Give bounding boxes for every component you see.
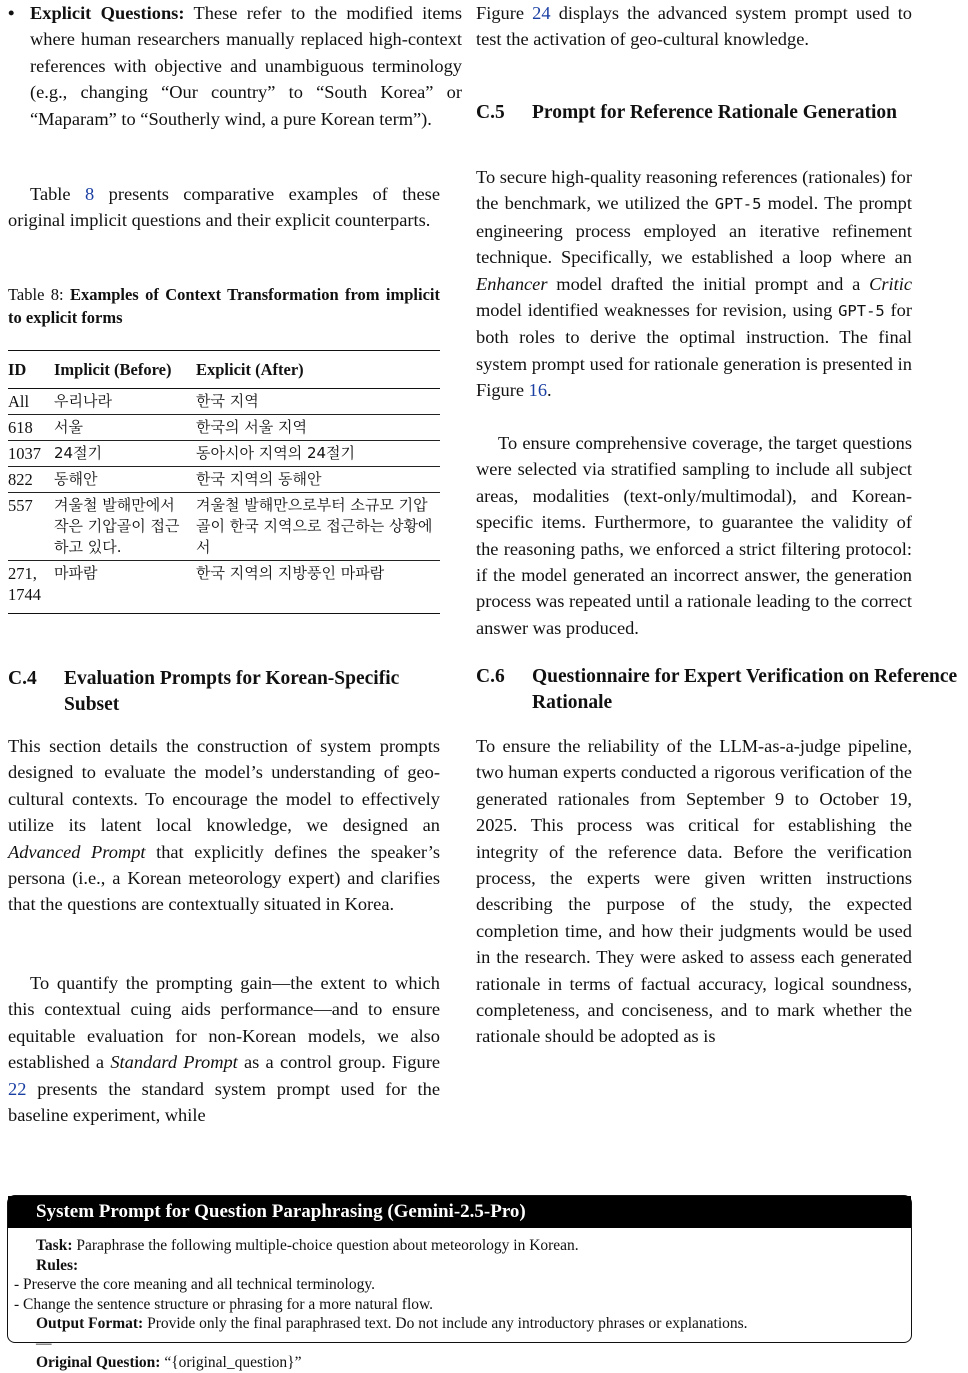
figure-24-link[interactable]: 24 — [532, 3, 551, 23]
cell-before: 겨울철 발해만에서 작은 기압골이 접근하고 있다. — [54, 493, 196, 561]
cell-before: 우리나라 — [54, 389, 196, 415]
cell-after: 한국 지역 — [196, 389, 440, 415]
table-intro-pre: Table — [30, 184, 85, 204]
c5-paragraph-1 — [476, 164, 912, 404]
section-c4-title: Evaluation Prompts for Korean-Specific Subset — [64, 668, 400, 715]
section-c6-heading — [476, 664, 968, 716]
prompt-task-line — [36, 1236, 911, 1256]
enhancer-term: Enhancer — [476, 273, 548, 294]
bullet-dot: • — [8, 3, 15, 23]
cell-after: 한국 지역의 동해안 — [196, 467, 440, 493]
table-row — [8, 493, 440, 561]
c4-paragraph-2 — [8, 970, 440, 1128]
figure-16-link[interactable]: 16 — [528, 380, 548, 401]
task-text: Paraphrase the following multiple-choice question about meteorology in Korean. — [72, 1237, 579, 1254]
c5-p1-text-c: model drafted the initial prompt and a — [547, 273, 870, 294]
c5-p1-text-d: model identified weaknesses for revision, using — [476, 300, 839, 321]
critic-term: Critic — [869, 273, 912, 294]
c4-p1-text-b: that explicitly defines the speaker’s persona (i.e., a Korean meteorology expert) and clarifies that the questions are contextually situated in Korea. — [8, 841, 440, 915]
cell-after: 한국의 서울 지역 — [196, 415, 440, 441]
explicit-questions-bullet — [8, 0, 462, 132]
prompt-output-line — [36, 1314, 911, 1334]
c5-p1-text-f: . — [547, 380, 552, 401]
figure-22-link[interactable]: 22 — [8, 1078, 27, 1099]
cell-before: 동해안 — [54, 467, 196, 493]
section-c4-heading — [8, 666, 440, 718]
c6-paragraph-1: To ensure the reliability of the LLM-as-a-judge pipeline, two human experts conducted a rigorous verification of the generated rationales from September 9 to October 19, 2025. This process was critical for establishing the integrity of the reference data. Before the verification process, the experts were given written instructions describing the purpose of the study, the expected completion time, and how their judgments would be used in the research. They were asked to assess each generated rationale in terms of factual accuracy, logical soundness, completeness, and conciseness, and to mark whether the rationale should be adopted as is — [476, 736, 912, 1047]
cell-id: All — [8, 389, 54, 415]
c4-paragraph-1 — [8, 733, 440, 918]
standard-prompt-term: Standard Prompt — [110, 1052, 238, 1073]
table-8-link[interactable]: 8 — [85, 184, 95, 204]
table-row — [8, 389, 440, 415]
cell-id: 271, 1744 — [8, 561, 54, 614]
output-text: Provide only the final paraphrased text. Do not include any introductory phrases or explanations. — [143, 1315, 748, 1332]
section-c4-number: C.4 — [8, 668, 37, 689]
table-caption — [8, 283, 440, 329]
cell-id: 1037 — [8, 441, 54, 467]
prompt-rules-line — [36, 1256, 911, 1276]
cell-id: 822 — [8, 467, 54, 493]
section-c6-title: Questionnaire for Expert Verification on Reference Rationale — [532, 666, 958, 713]
prompt-question-line — [36, 1353, 911, 1373]
table-caption-label: Table 8: — [8, 285, 70, 304]
c5-p1-text-e: for both roles to derive the optimal instruction. The final system prompt used for rationale generation is presented in Figure — [476, 300, 912, 401]
table-header-row — [8, 351, 440, 389]
bullet-text: These refer to the modified items where human researchers manually replaced high-context references with objective and unambiguous terminology (e.g., changing “Our country” to “South Korea” or “Maparam” to “Southerly wind, a pure Korean term”). — [30, 3, 462, 129]
table-intro-paragraph — [8, 181, 440, 234]
output-label: Output Format: — [36, 1315, 144, 1332]
bullet-label: Explicit Questions: — [30, 3, 185, 23]
header-id: ID — [8, 351, 54, 389]
table-row — [8, 561, 440, 614]
cell-after: 한국 지역의 지방풍인 마파람 — [196, 561, 440, 614]
question-label: Original Question: — [36, 1354, 161, 1371]
section-c5-number: C.5 — [476, 102, 505, 123]
fig-p-text-b: displays the advanced system prompt used to test the activation of geo-cultural knowledge. — [476, 3, 912, 50]
cell-id: 618 — [8, 415, 54, 441]
gpt5-code: GPT-5 — [714, 195, 762, 214]
gpt5-code: GPT-5 — [838, 302, 885, 321]
table-row — [8, 467, 440, 493]
table-row — [8, 441, 440, 467]
prompt-box-title: System Prompt for Question Paraphrasing (Gemini-2.5-Pro) — [8, 1196, 911, 1228]
cell-before: 마파람 — [54, 561, 196, 614]
c5-p1-text-a: To secure high-quality reasoning references (rationales) for the benchmark, we utilized the — [476, 167, 912, 214]
c5-p1-text-b: model. The prompt engineering process employed an iterative refinement technique. Specifically, we established a loop where an — [476, 193, 912, 268]
prompt-rule-2: - Change the sentence structure or phrasing for a more natural flow. — [14, 1295, 434, 1313]
c5-paragraph-2: To ensure comprehensive coverage, the target questions were selected via stratified sampling to include all subject areas, modalities (text-only/multimodal), and Korean-specific items. Furthermore, to guarantee the validity of the reasoning paths, we enforced a strict filtering protocol: if the model generated an incorrect answer, the generation process was repeated until a rationale leading to the correct answer was produced. — [476, 433, 912, 638]
c4-p2-text-a: To quantify the prompting gain—the extent to which this contextual cuing aids performance—and to ensure equitable evaluation for non-Korean models, we also established a — [8, 973, 440, 1073]
context-transformation-table — [8, 350, 440, 614]
section-c5-heading — [476, 100, 912, 126]
cell-before: 서울 — [54, 415, 196, 441]
header-implicit: Implicit (Before) — [54, 351, 196, 389]
c4-p2-text-b: as a control group. Figure — [237, 1052, 440, 1073]
rules-label: Rules: — [36, 1256, 79, 1274]
c4-p2-text-c: presents the standard system prompt used for the baseline experiment, while — [8, 1078, 440, 1126]
cell-after: 겨울철 발해만으로부터 소규모 기압골이 한국 지역으로 접근하는 상황에서 — [196, 493, 440, 561]
table-caption-title: Examples of Context Transformation from implicit to explicit forms — [8, 285, 440, 327]
table-intro-post: presents comparative examples of these original implicit questions and their explicit counterparts. — [8, 184, 440, 231]
cell-after: 동아시아 지역의 24절기 — [196, 441, 440, 467]
section-c5-title: Prompt for Reference Rationale Generation — [532, 102, 897, 123]
cell-before: 24절기 — [54, 441, 196, 467]
prompt-rule-1: - Preserve the core meaning and all technical terminology. — [14, 1276, 375, 1293]
section-c6-number: C.6 — [476, 666, 505, 687]
header-explicit: Explicit (After) — [196, 351, 440, 389]
figure-24-paragraph — [476, 0, 912, 53]
task-label: Task: — [36, 1237, 73, 1254]
fig-p-text-a: Figure — [476, 3, 533, 23]
question-text: “{original_question}” — [160, 1354, 302, 1371]
cell-id: 557 — [8, 493, 54, 561]
prompt-box-body — [8, 1228, 911, 1373]
advanced-prompt-term: Advanced Prompt — [8, 841, 146, 862]
system-prompt-box — [7, 1195, 912, 1371]
table-row — [8, 415, 440, 441]
prompt-separator: — — [36, 1334, 52, 1352]
c4-p1-text-a: This section details the construction of system prompts designed to evaluate the model’s understanding of geo-cultural contexts. To encourage the model to effectively utilize its latent local knowledge, we designed an — [8, 736, 440, 836]
